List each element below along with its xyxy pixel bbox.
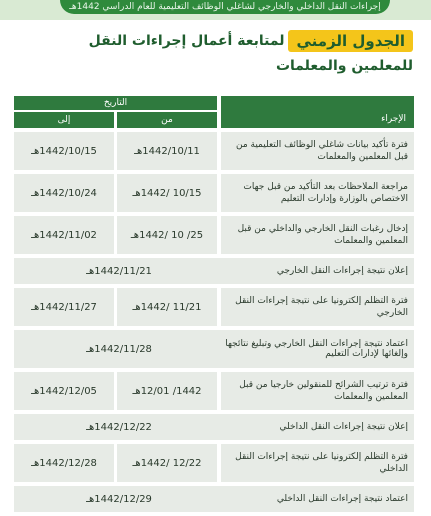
merged-cell [14, 330, 414, 368]
to-date-cell: 1442/11/02هـ [14, 216, 114, 254]
from-date-cell: 25/ 10 /1442هـ [117, 216, 217, 254]
top-banner [0, 0, 431, 20]
action-cell: فترة التظلم إلكترونيا على نتيجة إجراءات النقل الداخلي [221, 444, 414, 482]
action-cell: فترة تأكيد بيانات شاغلي الوظائف التعليمية من قبل المعلمين والمعلمات [221, 132, 414, 170]
to-date-cell: 1442/11/27هـ [14, 288, 114, 326]
schedule-table [14, 96, 414, 516]
banner-text: إجراءات النقل الداخلي والخارجي لشاغلي الوظائف التعليمية للعام الدراسي 1442هـ [60, 0, 390, 14]
action-cell: إعلان نتيجة إجراءات النقل الداخلي [279, 422, 408, 432]
date-cell: 1442/11/21هـ [86, 265, 152, 277]
date-cell: 1442/11/28هـ [86, 343, 152, 355]
table-row [14, 330, 414, 368]
to-date-cell: 1442/12/28هـ [14, 444, 114, 482]
date-cell: 1442/12/22هـ [86, 421, 152, 433]
merged-cell [14, 486, 414, 512]
table-row [14, 444, 414, 482]
table-row [14, 174, 414, 212]
from-date-cell: 10/15 /1442هـ [117, 174, 217, 212]
header-from: من [117, 112, 217, 128]
header-action: الإجراء [221, 96, 414, 128]
header-to: إلى [14, 112, 114, 128]
merged-cell [14, 258, 414, 284]
action-cell: اعتماد نتيجة إجراءات النقل الداخلي [276, 494, 408, 504]
date-cell: 1442/12/29هـ [86, 493, 152, 505]
merged-cell [14, 414, 414, 440]
from-date-cell: 1442/10/11هـ [117, 132, 217, 170]
header-date-group [14, 96, 217, 128]
to-date-cell: 1442/10/15هـ [14, 132, 114, 170]
table-row [14, 288, 414, 326]
from-date-cell: 1442/ 12/01هـ [117, 372, 217, 410]
table-header [14, 96, 414, 128]
title-rest: لمتابعة أعمال إجراءات النقل [88, 33, 285, 49]
action-cell: إعلان نتيجة إجراءات النقل الخارجي [276, 266, 408, 276]
page-title [18, 30, 413, 74]
header-date: التاريخ [14, 96, 217, 110]
table-row [14, 132, 414, 170]
title-subtitle: للمعلمين والمعلمات [275, 58, 413, 74]
table-row [14, 414, 414, 440]
table-row [14, 216, 414, 254]
action-cell: إدخال رغبات النقل الخارجي والداخلي من قبل المعلمين والمعلمات [221, 216, 414, 254]
action-cell: فترة التظلم إلكترونيا على نتيجة إجراءات النقل الخارجي [221, 288, 414, 326]
from-date-cell: 11/21 /1442هـ [117, 288, 217, 326]
to-date-cell: 1442/12/05هـ [14, 372, 114, 410]
action-cell: اعتماد نتيجة إجراءات النقل الخارجي وتبليغ نتائجها وإلغائها لإدارات التعليم [225, 339, 408, 359]
action-cell: فترة ترتيب الشرائح للمنقولين خارجيا من قبل المعلمين والمعلمات [221, 372, 414, 410]
title-highlight: الجدول الزمني [288, 30, 413, 52]
from-date-cell: 12/22 /1442هـ [117, 444, 217, 482]
table-row [14, 486, 414, 512]
action-cell: مراجعة الملاحظات بعد التأكيد من قبل جهات الاختصاص بالوزارة وإدارات التعليم [221, 174, 414, 212]
table-row [14, 258, 414, 284]
table-row [14, 372, 414, 410]
to-date-cell: 1442/10/24هـ [14, 174, 114, 212]
